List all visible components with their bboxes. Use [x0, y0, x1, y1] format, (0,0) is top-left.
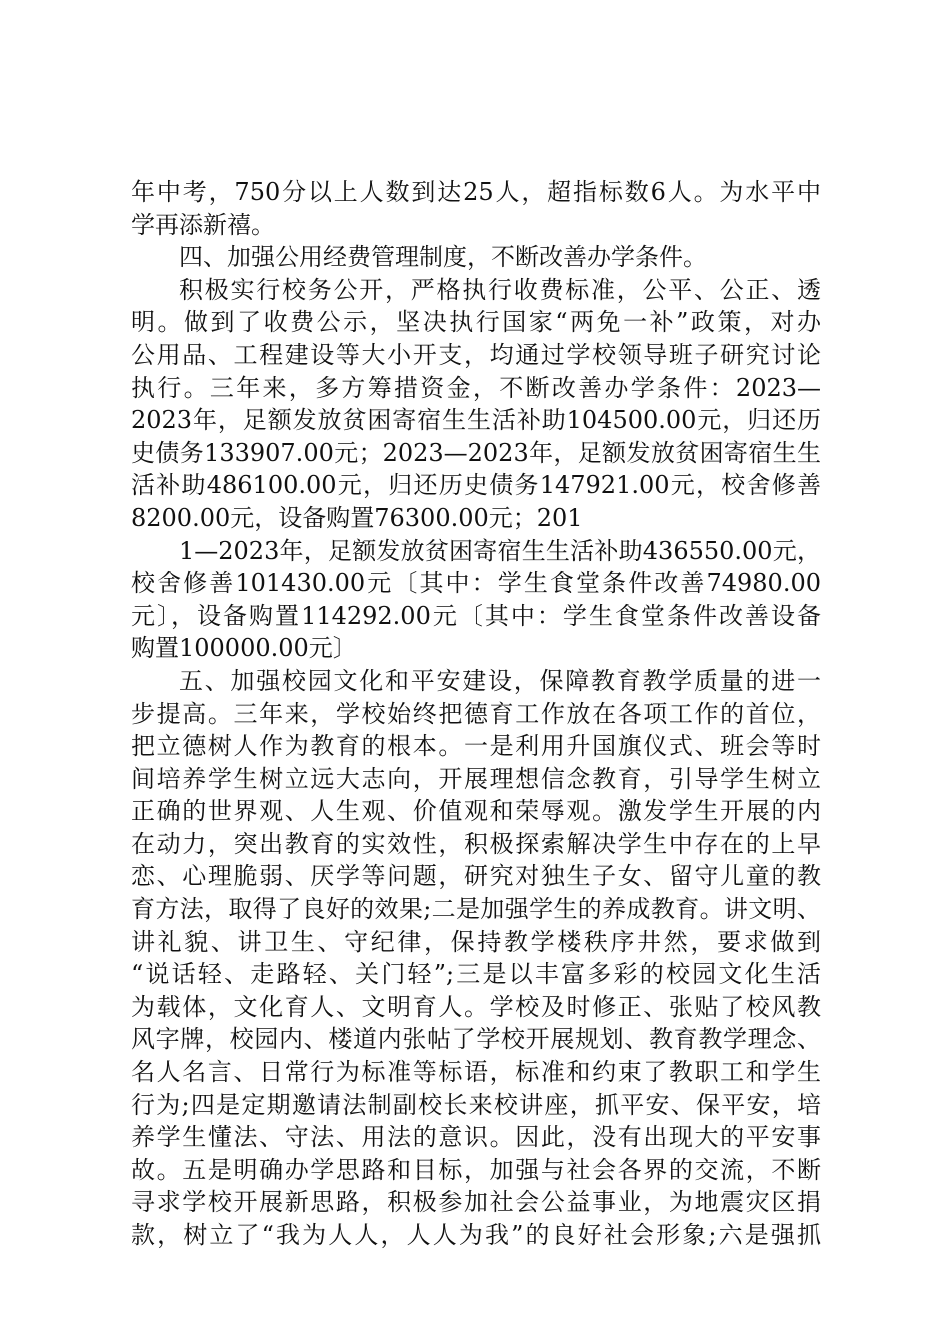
text-line: 恋、心理脆弱、厌学等问题，研究对独生子女、留守儿童的教 — [131, 862, 821, 891]
text-line: 寻求学校开展新思路，积极参加社会公益事业，为地震灾区捐 — [131, 1188, 821, 1217]
text-line: 2023年，足额发放贫困寄宿生生活补助104500.00元，归还历 — [131, 406, 821, 435]
text-line: “说话轻、走路轻、关门轻”;三是以丰富多彩的校园文化生活 — [131, 960, 821, 989]
text-line: 正确的世界观、人生观、价值观和荣辱观。激发学生开展的内 — [131, 797, 821, 826]
text-line: 明。做到了收费公示，坚决执行国家“两免一补”政策，对办 — [131, 308, 821, 337]
text-line: 活补助486100.00元，归还历史债务147921.00元，校舍修善 — [131, 471, 821, 500]
text-line: 步提高。三年来，学校始终把德育工作放在各项工作的首位， — [131, 699, 821, 728]
text-line: 执行。三年来，多方筹措资金，不断改善办学条件：2023— — [131, 373, 821, 402]
text-line: 款，树立了“我为人人，人人为我”的良好社会形象;六是强抓 — [131, 1221, 821, 1249]
text-line: 把立德树人作为教育的根本。一是利用升国旗仪式、班会等时 — [131, 732, 821, 761]
text-line: 间培养学生树立远大志向，开展理想信念教育，引导学生树立 — [131, 764, 821, 793]
text-line: 公用品、工程建设等大小开支，均通过学校领导班子研究讨论 — [131, 340, 821, 369]
document-body — [131, 176, 821, 1252]
text-line: 为载体，文化育人、文明育人。学校及时修正、张贴了校风教 — [131, 992, 821, 1021]
text-line: 校舍修善101430.00元〔其中：学生食堂条件改善74980.00 — [131, 569, 821, 598]
text-line: 史债务133907.00元；2023—2023年，足额发放贫困寄宿生生 — [131, 438, 821, 467]
text-line: 风字牌，校园内、楼道内张帖了学校开展规划、教育教学理念、 — [131, 1025, 821, 1054]
text-line: 1—2023年，足额发放贫困寄宿生生活补助436550.00元， — [179, 536, 821, 565]
text-line: 积极实行校务公开，严格执行收费标准，公平、公正、透 — [179, 275, 821, 304]
section-heading: 五、加强校园文化和平安建设，保障教育教学质量的进一 — [179, 666, 821, 695]
section-heading: 四、加强公用经费管理制度，不断改善办学条件。 — [179, 243, 707, 272]
text-line: 年中考，750分以上人数到达25人，超指标数6人。为水平中 — [131, 178, 821, 206]
text-line: 育方法，取得了良好的效果;二是加强学生的养成教育。讲文明、 — [131, 895, 821, 924]
text-line: 名人名言、日常行为标准等标语，标准和约束了教职工和学生 — [131, 1058, 821, 1087]
text-line: 8200.00元，设备购置76300.00元；201 — [131, 503, 583, 532]
text-line: 养学生懂法、守法、用法的意识。因此，没有出现大的平安事 — [131, 1123, 821, 1152]
text-line: 讲礼貌、讲卫生、守纪律，保持教学楼秩序井然，要求做到 — [131, 927, 821, 956]
text-line: 在动力，突出教育的实效性，积极探索解决学生中存在的上早 — [131, 829, 821, 858]
text-line: 购置100000.00元〕 — [131, 634, 357, 663]
text-line: 故。五是明确办学思路和目标，加强与社会各界的交流，不断 — [131, 1155, 821, 1184]
text-line: 元〕，设备购置114292.00元〔其中：学生食堂条件改善设备 — [131, 601, 821, 630]
text-line: 学再添新禧。 — [131, 210, 275, 239]
text-line: 行为;四是定期邀请法制副校长来校讲座，抓平安、保平安，培 — [131, 1090, 821, 1119]
